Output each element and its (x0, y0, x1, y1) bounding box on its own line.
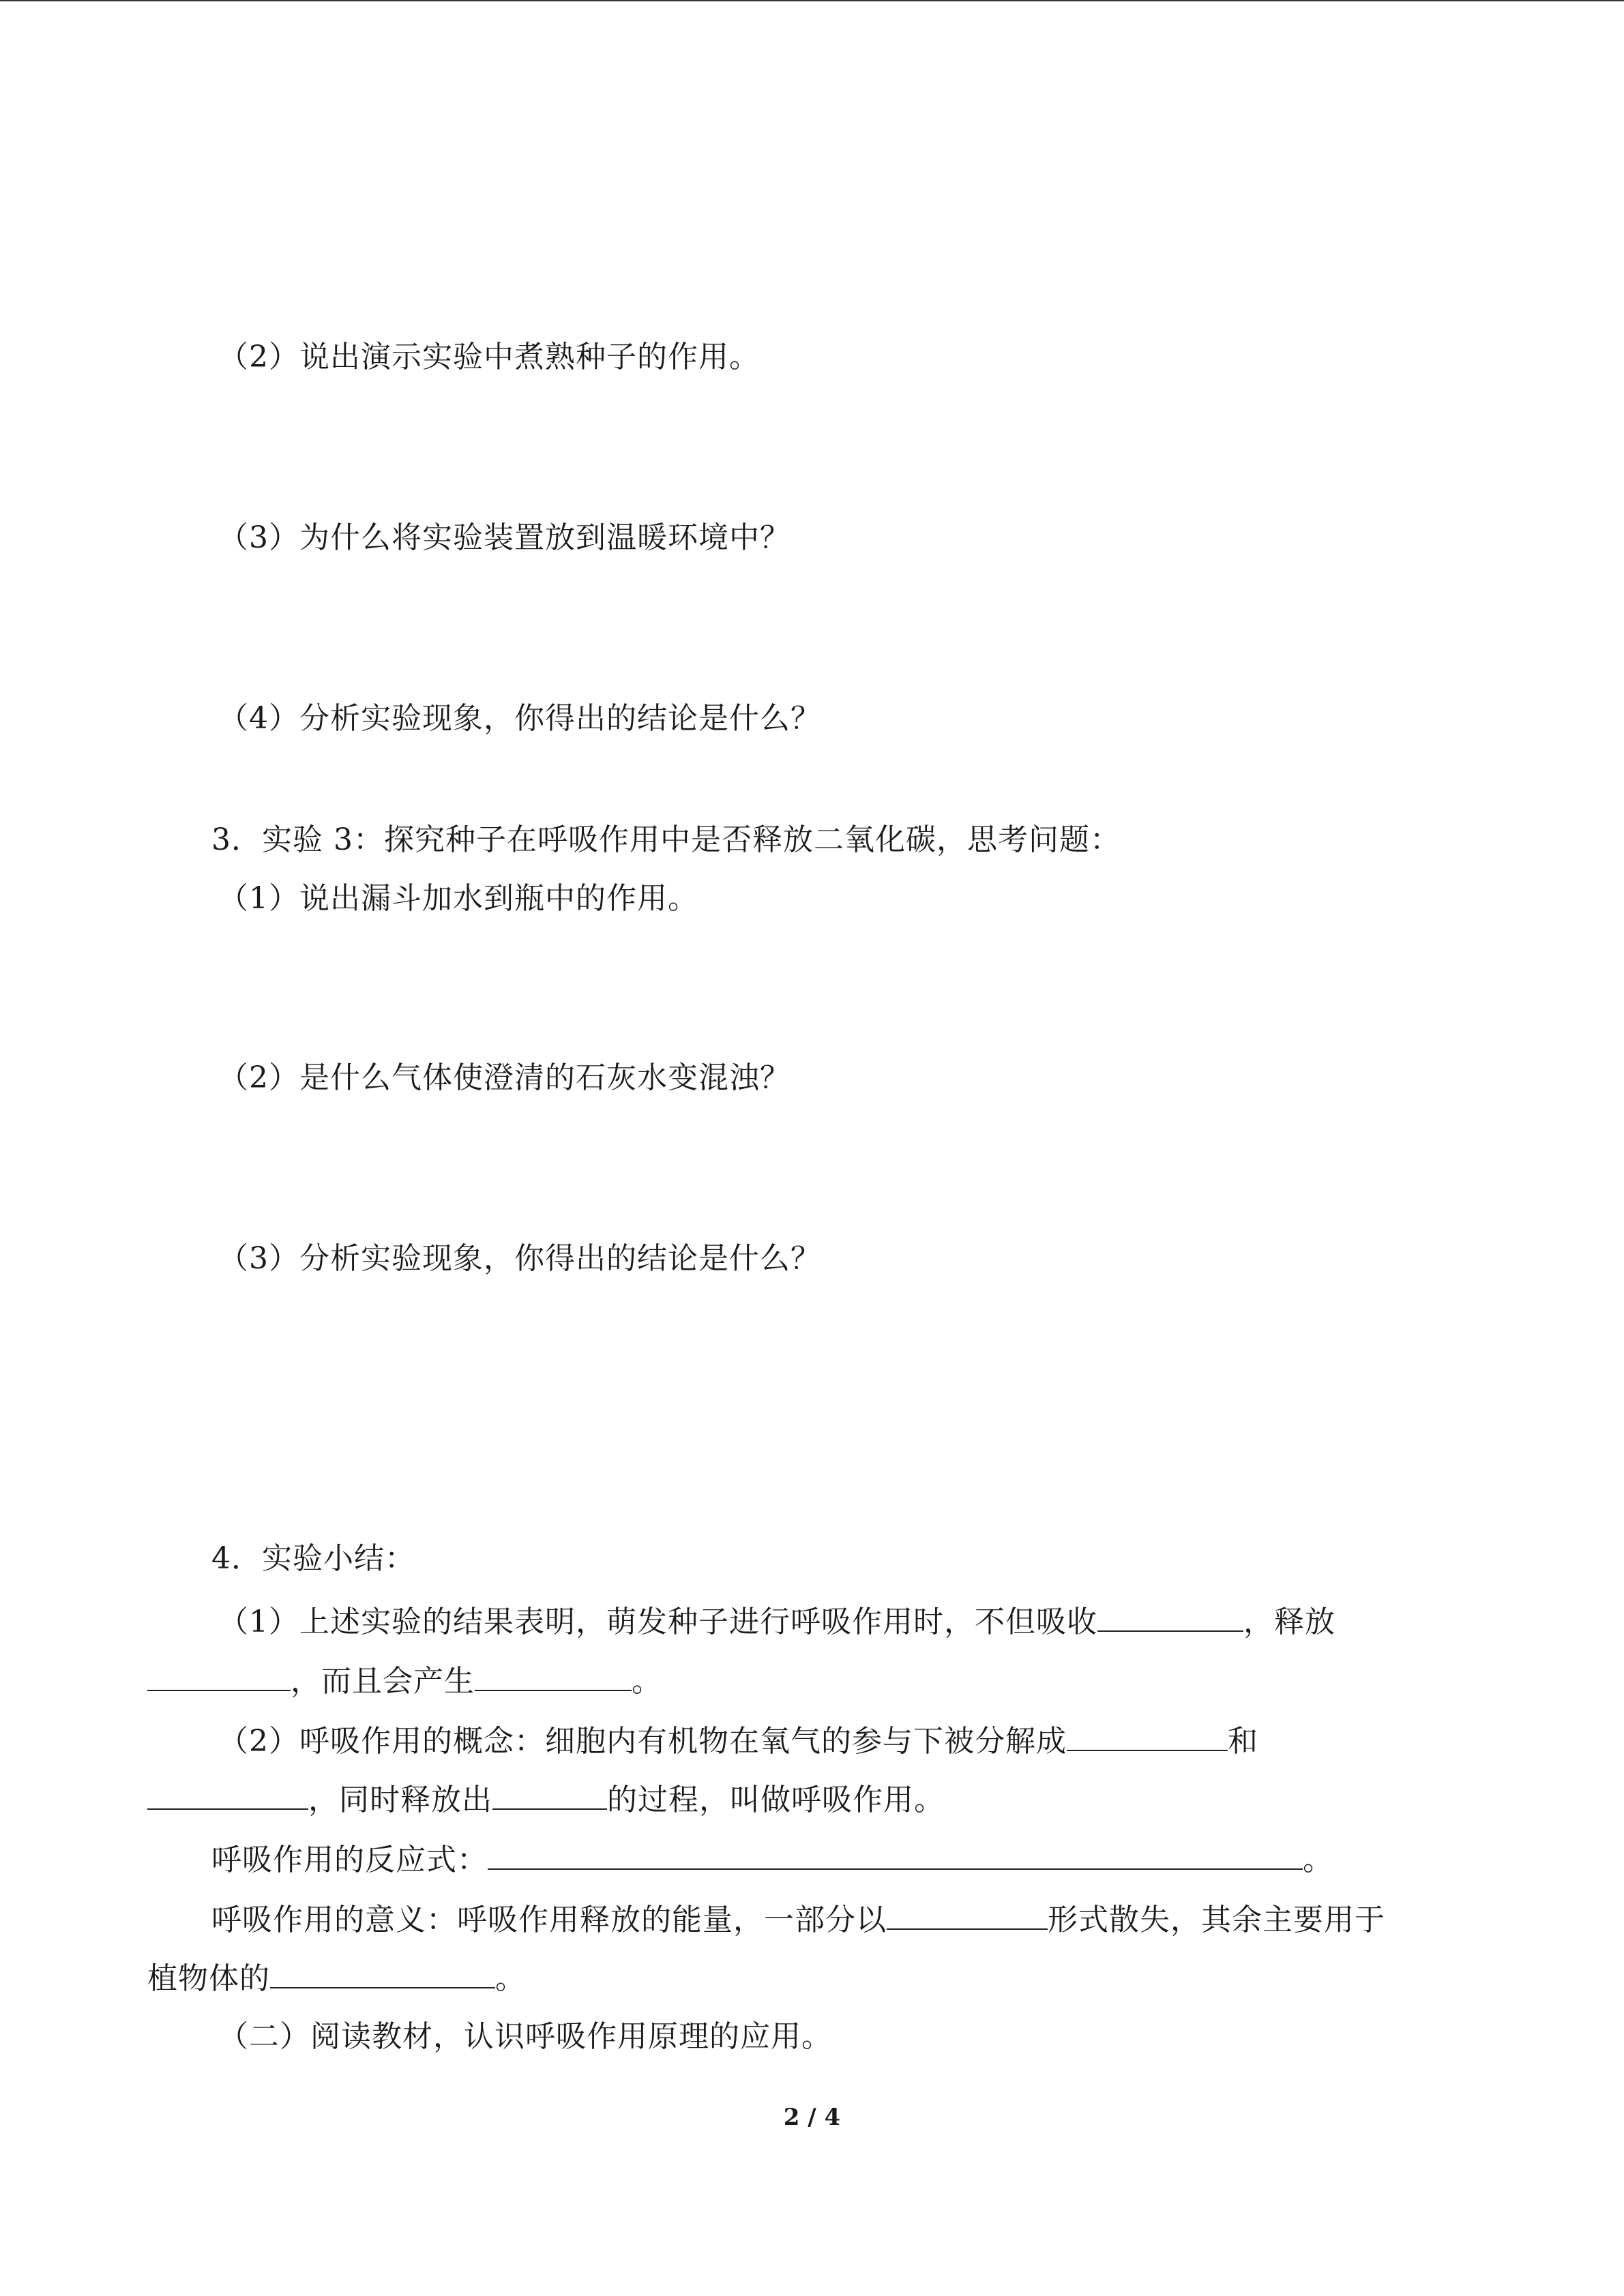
question-3-3: （3）分析实验现象，你得出的结论是什么？ (218, 1241, 821, 1276)
meaning-line-2 (147, 1956, 526, 1999)
blank-field[interactable] (1097, 1599, 1243, 1632)
summary-2-text-d: 的过程，叫做呼吸作用。 (607, 1783, 945, 1817)
page-number: 2 / 4 (783, 2104, 841, 2131)
blank-field[interactable] (147, 1777, 308, 1810)
blank-field[interactable] (147, 1658, 291, 1691)
formula-blank[interactable] (488, 1837, 1303, 1870)
experiment-3-title: 3．实验 3：探究种子在呼吸作用中是否释放二氧化碳，思考问题： (211, 822, 1121, 857)
summary-1-line-2 (147, 1658, 662, 1702)
blank-field[interactable] (1067, 1718, 1228, 1751)
formula-label: 呼吸作用的反应式： (211, 1843, 488, 1877)
question-3-1: （1）说出漏斗加水到瓶中的作用。 (218, 881, 698, 916)
summary-1-text-b: ，释放 (1243, 1605, 1335, 1639)
blank-field[interactable] (492, 1777, 607, 1810)
summary-1-line-1 (218, 1599, 1335, 1643)
summary-2-text-c: ，同时释放出 (308, 1783, 492, 1817)
summary-2-text-a: （2）呼吸作用的概念：细胞内有机物在氧气的参与下被分解成 (218, 1724, 1067, 1759)
question-2-2: （2）说出演示实验中煮熟种子的作用。 (218, 340, 760, 374)
section-2-heading: （二）阅读教材，认识呼吸作用原理的应用。 (218, 2019, 832, 2054)
blank-field[interactable] (887, 1897, 1048, 1930)
blank-field[interactable] (270, 1956, 495, 1988)
meaning-text-d: 。 (495, 1961, 526, 1996)
question-3-2: （2）是什么气体使澄清的石灰水变混浊？ (218, 1060, 791, 1095)
meaning-text-b: 形式散失，其余主要用于 (1048, 1903, 1385, 1937)
summary-title: 4．实验小结： (211, 1541, 415, 1576)
summary-1-text-c: ，而且会产生 (291, 1664, 475, 1699)
meaning-text-a: 呼吸作用的意义：呼吸作用释放的能量，一部分以 (211, 1903, 887, 1937)
question-2-4: （4）分析实验现象，你得出的结论是什么？ (218, 701, 821, 736)
meaning-line-1 (211, 1897, 1385, 1941)
summary-2-line-2 (147, 1777, 945, 1821)
blank-field[interactable] (475, 1658, 632, 1691)
question-2-3: （3）为什么将实验装置放到温暖环境中？ (218, 520, 791, 555)
summary-1-text-a: （1）上述实验的结果表明，萌发种子进行呼吸作用时，不但吸收 (218, 1605, 1097, 1639)
formula-end: 。 (1303, 1843, 1333, 1877)
summary-2-text-b: 和 (1228, 1724, 1258, 1759)
formula-line (211, 1837, 1333, 1881)
summary-1-text-d: 。 (632, 1664, 662, 1699)
meaning-text-c: 植物体的 (147, 1961, 270, 1996)
summary-2-line-1 (218, 1718, 1258, 1762)
